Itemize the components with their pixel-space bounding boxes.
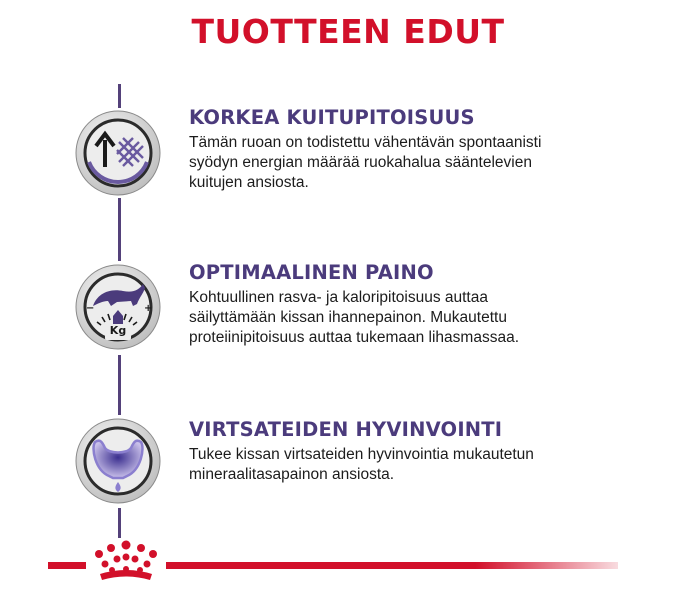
- feature-weight: [189, 261, 639, 348]
- description-line: säilyttämään kissan ihannepainon. Mukautettu: [189, 309, 507, 326]
- page-title: TUOTTEEN EDUT: [191, 12, 505, 51]
- feature-heading: KORKEA KUITUPITOISUUS: [189, 106, 475, 129]
- feature-description: [189, 133, 639, 193]
- description-line: kuitujen ansiosta.: [189, 174, 309, 191]
- feature-urinary: [189, 418, 639, 485]
- description-line: Kohtuullinen rasva- ja kaloripitoisuus auttaa: [189, 289, 488, 306]
- svg-text:+: +: [144, 303, 153, 314]
- timeline-line: [118, 508, 121, 538]
- svg-text:−: −: [86, 303, 95, 314]
- urinary-bladder-icon: [75, 418, 161, 504]
- feature-fiber: [189, 106, 639, 193]
- description-line: proteiinipitoisuus auttaa tukemaan lihasmassaa.: [189, 329, 519, 346]
- cat-scale-icon: [75, 264, 161, 350]
- description-line: syödyn energian määrää ruokahalua sääntelevien: [189, 154, 532, 171]
- feature-description: [189, 288, 639, 348]
- description-line: mineraalitasapainon ansiosta.: [189, 466, 395, 483]
- royal-canin-crown-icon: [86, 538, 166, 584]
- feature-heading: OPTIMAALINEN PAINO: [189, 261, 434, 284]
- kg-label: Kg: [109, 324, 127, 337]
- timeline-line: [118, 198, 121, 261]
- feature-description: [189, 445, 639, 485]
- description-line: Tämän ruoan on todistettu vähentävän spontaanisti: [189, 134, 542, 151]
- timeline-line: [118, 84, 121, 108]
- description-line: Tukee kissan virtsateiden hyvinvointia mukautetun: [189, 446, 534, 463]
- timeline-line: [118, 355, 121, 415]
- feature-heading: VIRTSATEIDEN HYVINVOINTI: [189, 418, 503, 441]
- fiber-arrow-icon: [75, 110, 161, 196]
